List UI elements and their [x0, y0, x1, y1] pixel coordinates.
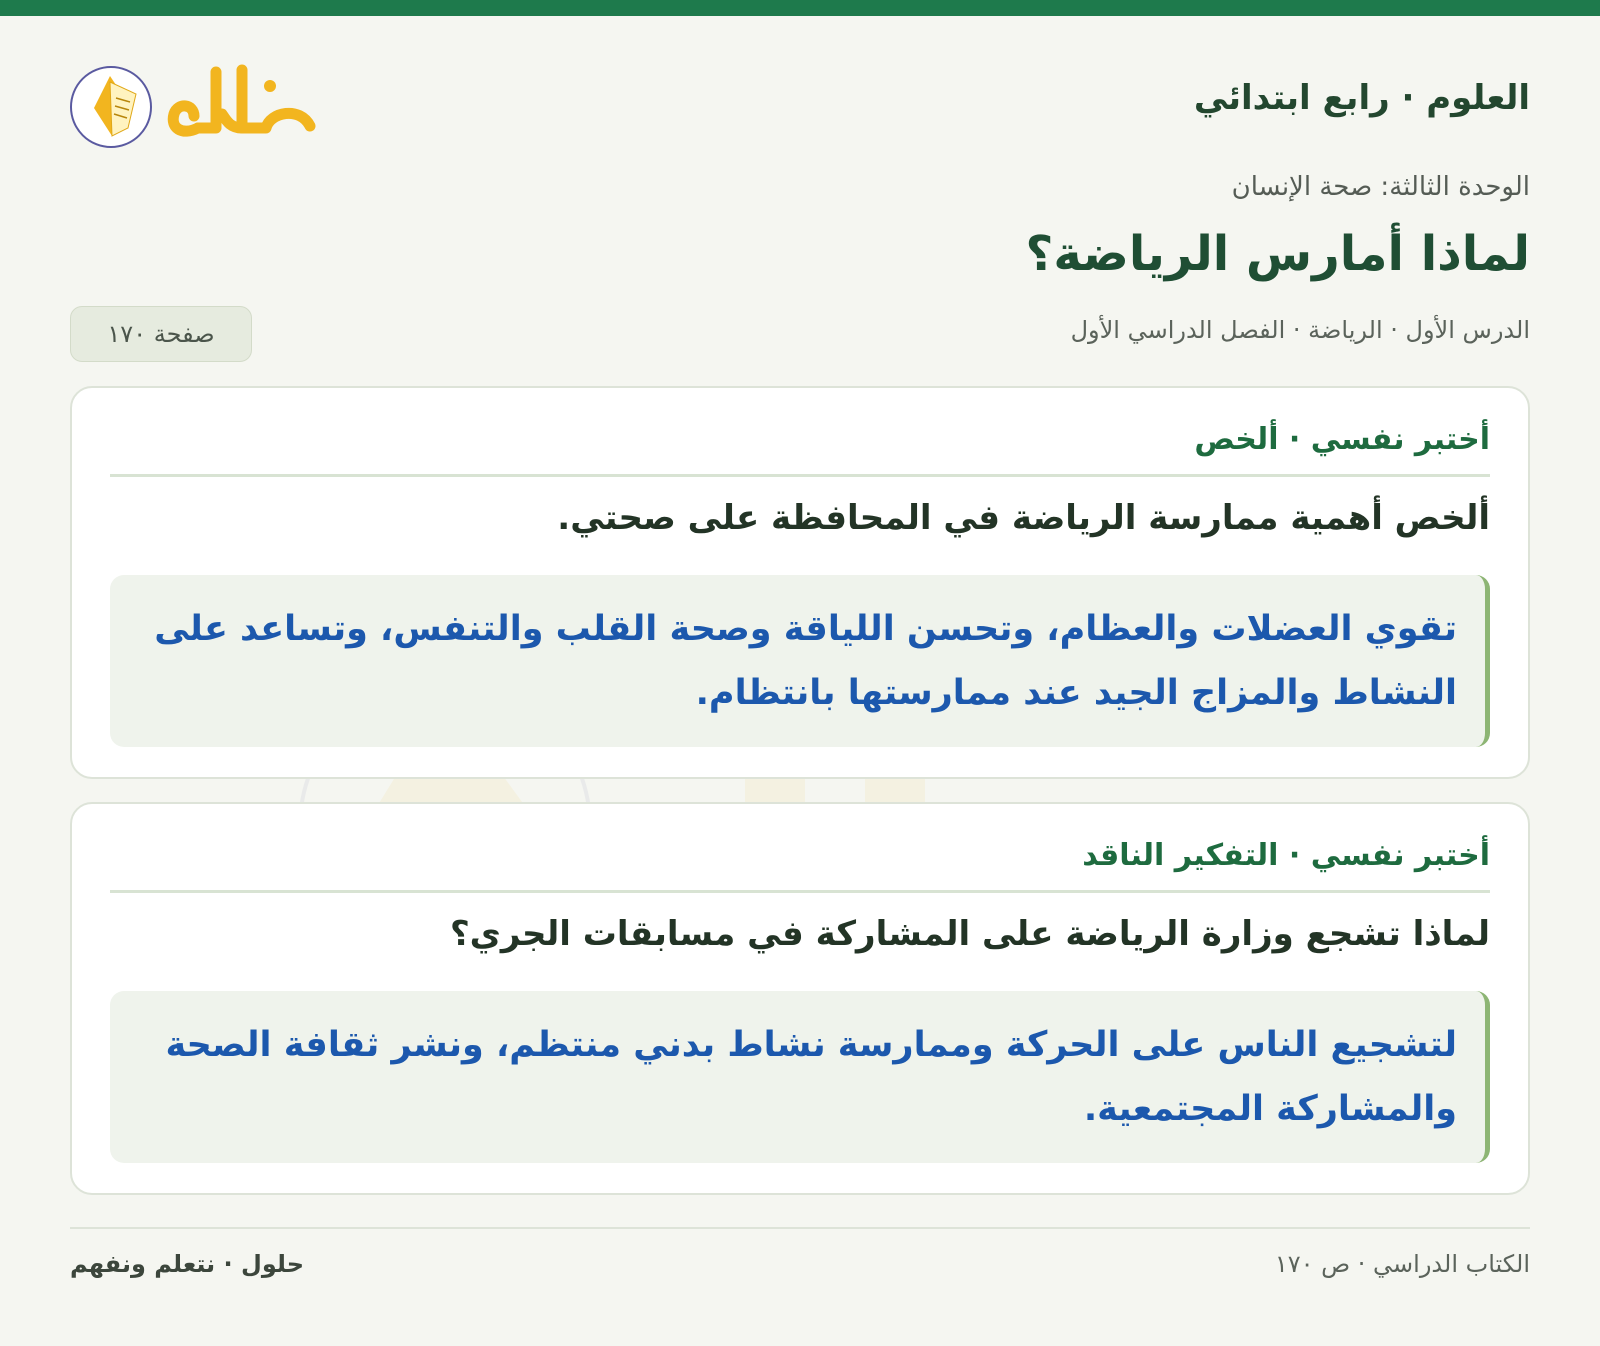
footer-brand: حلول · نتعلم ونفهم [70, 1250, 304, 1278]
hulul-logo [70, 50, 330, 160]
top-accent-bar [0, 0, 1600, 16]
footer-book-reference: الكتاب الدراسي · ص ١٧٠ [1274, 1250, 1530, 1278]
lesson-title: لماذا أمارس الرياضة؟ [1025, 226, 1530, 282]
lesson-meta: الدرس الأول · الرياضة · الفصل الدراسي الأول [1070, 316, 1530, 344]
answer-box: تقوي العضلات والعظام، وتحسن اللياقة وصحة القلب والتنفس، وتساعد على النشاط والمزاج الجيد عند ممارستها بانتظام. [110, 575, 1490, 747]
exercise-card-critical-thinking [70, 802, 1530, 1195]
footer-divider [70, 1227, 1530, 1229]
page-number-badge: صفحة ١٧٠ [70, 306, 252, 362]
question-text: ألخص أهمية ممارسة الرياضة في المحافظة على صحتي. [557, 498, 1490, 538]
answer-box: لتشجيع الناس على الحركة وممارسة نشاط بدني منتظم، ونشر ثقافة الصحة والمشاركة المجتمعية. [110, 991, 1490, 1163]
unit-label: الوحدة الثالثة: صحة الإنسان [1231, 172, 1530, 202]
question-text: لماذا تشجع وزارة الرياضة على المشاركة في مسابقات الجري؟ [449, 914, 1490, 954]
card-heading: أختبر نفسي · التفكير الناقد [110, 834, 1490, 893]
subject-title: العلوم · رابع ابتدائي [1193, 78, 1530, 118]
exercise-card-summarize [70, 386, 1530, 779]
page [70, 16, 1530, 1346]
card-heading: أختبر نفسي · ألخص [110, 418, 1490, 477]
